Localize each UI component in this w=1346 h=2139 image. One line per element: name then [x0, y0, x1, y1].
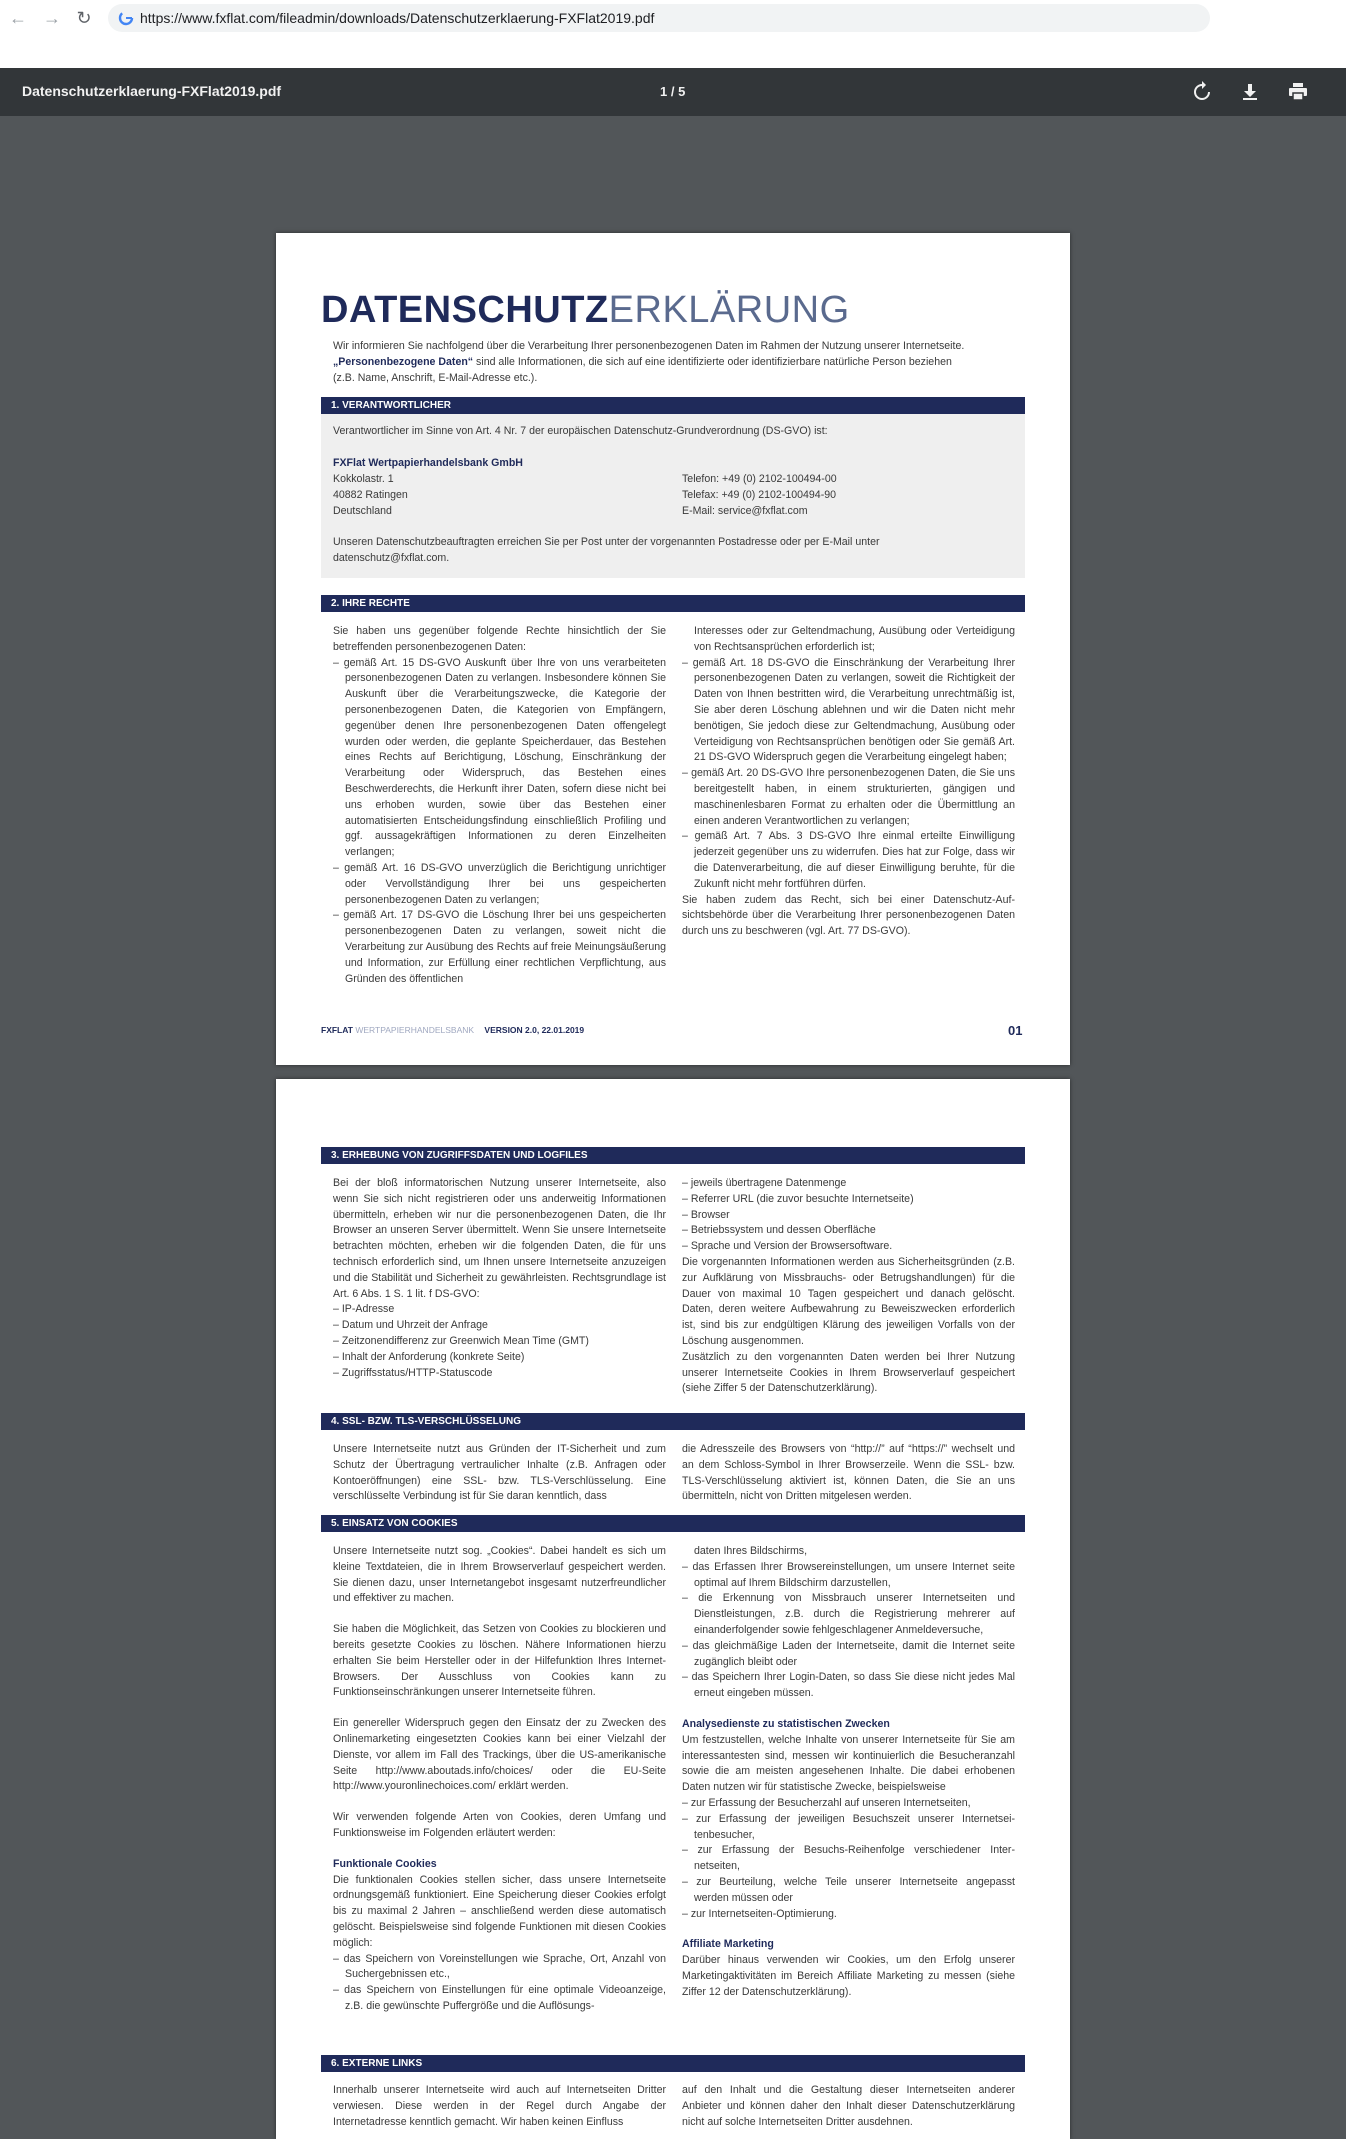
- address-bar[interactable]: [108, 4, 1210, 32]
- pdf-viewer-canvas[interactable]: [0, 116, 1346, 2128]
- intro-line: sind alle Informationen, die sich auf eine identifizierte oder identifizierbare natürliche Person beziehen: [473, 355, 952, 368]
- logfiles-item: – Browser: [682, 1208, 730, 1221]
- cookies-item: – zur Erfassung der Besuchs-Reihenfolge verschiedener Internetseiten,: [682, 1844, 1015, 1873]
- section-header-6: 6. EXTERNE LINKS: [321, 2055, 1025, 2072]
- logfiles-right-column: [682, 1176, 1015, 1397]
- logfiles-item: – Datum und Uhrzeit der Anfrage: [333, 1319, 488, 1332]
- analytics-heading: Analysedienste zu statistischen Zwecken: [682, 1717, 890, 1730]
- rights-right-column: [682, 624, 1015, 940]
- logfiles-text: Zusätzlich zu den vorgenannten Daten werden bei Ihrer Nutzung unserer Internetseite Cookies in Ihrem Browserverlauf gespeichert (siehe Ziffer 5 der Datenschutzerklärung).: [682, 1350, 1015, 1395]
- cookies-item: – zur Beurteilung, welche Teile unserer Internetseite angepasst werden müssen oder: [682, 1875, 1015, 1904]
- rotate-icon[interactable]: [1190, 80, 1214, 104]
- intro-paragraph: [333, 339, 1023, 386]
- rights-item: – gemäß Art. 16 DS-GVO unverzüglich die Berichtigung unrichtiger oder Vervollständigung Ihrer bei uns gespeicherten personenbezogenen Daten zu verlangen;: [333, 861, 666, 906]
- fax: Telefax: +49 (0) 2102-100494-90: [682, 489, 837, 501]
- cookies-text: Die funktionalen Cookies stellen sicher, dass unsere Internetseite ordnungsgemäß funktioniert. Eine Speicherung dieser Cookies erfolgt bis zu maximal 2 Jahren – anschließend werden diese automatisch gelöscht. Beispielsweise sind folgende Funktionen mit diesen Cookies möglich:: [333, 1873, 666, 1949]
- intro-line: (z.B. Name, Anschrift, E-Mail-Adresse etc.).: [333, 371, 538, 384]
- cookies-text: Wir verwenden folgende Arten von Cookies, deren Umfang und Funktionsweise im Folgenden erläutert werden:: [333, 1811, 666, 1839]
- address-country: Deutschland: [333, 505, 392, 517]
- email: E-Mail: service@fxflat.com: [682, 505, 808, 517]
- dpo-line: Unseren Datenschutzbeauftragten erreichen Sie per Post unter der vorgenannten Postadresse oder per E-Mail unter: [333, 536, 880, 548]
- cookies-item-cont: daten Ihres Bildschirms,: [694, 1545, 808, 1557]
- logfiles-item: – Betriebssystem und dessen Oberfläche: [682, 1224, 876, 1237]
- section-header-2: 2. IHRE RECHTE: [321, 595, 1025, 612]
- cookies-item: – das gleichmäßige Laden der Internetseite, damit die Internet seite zugänglich bleibt oder: [682, 1639, 1015, 1668]
- rights-text: Sie haben uns gegenüber folgende Rechte hinsichtlich der Sie betreffenden personenbezogenen Daten:: [333, 625, 666, 653]
- company-name: FXFlat Wertpapierhandelsbank GmbH: [333, 457, 523, 469]
- cookies-item: – das Speichern von Einstellungen für eine optimale Videoanzeige, z.B. die gewünschte Puffergröße und die Auflösungs-: [333, 1984, 666, 2012]
- footer-version: VERSION 2.0, 22.01.2019: [484, 1025, 585, 1035]
- rights-item: – gemäß Art. 7 Abs. 3 DS-GVO Ihre einmal erteilte Einwilligung jederzeit gegenüber uns zu widerrufen. Dies hat zur Folge, dass wir die Datenverarbeitung, die auf dieser Einwilligung beruhte, für die Zukunft nicht mehr fortführen dürfen.: [682, 830, 1015, 890]
- functional-cookies-heading: Funktionale Cookies: [333, 1857, 437, 1870]
- cookies-item: – die Erkennung von Missbrauch unserer Internetseiten und Dienstleistungen, z.B. durch die Registrierung mehrerer auf einanderfolgender sowie fehlgeschlagener Anmeldeversuche,: [682, 1592, 1015, 1636]
- back-arrow-icon[interactable]: ←: [9, 8, 27, 28]
- logfiles-item: – Referrer URL (die zuvor besuchte Internetseite): [682, 1192, 914, 1205]
- logfiles-item: – IP-Adresse: [333, 1303, 395, 1316]
- reload-icon[interactable]: ↻: [76, 8, 92, 28]
- ssl-left-text: Unsere Internetseite nutzt aus Gründen der IT-Sicherheit und zum Schutz der Übertragung vertraulicher Inhalte (z.B. Anfragen oder Kontoeröffnungen) eine SSL- bzw. TLS-Verschlüsselung. Eine verschlüsselte Verbindung ist für Sie daran kenntlich, dass: [333, 1443, 666, 1503]
- print-icon[interactable]: [1286, 80, 1310, 104]
- ssl-right-text: die Adresszeile des Browsers von “http://” auf “https://” wechselt und an dem Schloss-Symbol in Ihrer Browserzeile. Wenn die SSL- bzw. TLS-Verschlüsselung aktiviert ist, können Daten, die Sie an uns übermitteln, nicht von Dritten mitgelesen werden.: [682, 1443, 1015, 1503]
- external-links-right-text: auf den Inhalt und die Gestaltung dieser Internetseiten anderer Anbieter und können daher den Inhalt dieser Datenschutzerklärung nicht auf solche Internetseiten Dritter ausdehnen.: [682, 2084, 1015, 2128]
- pdf-page-2: [276, 1079, 1070, 2139]
- rights-item-cont: Interesses oder zur Geltendmachung, Ausübung oder Verteidigung von Rechtsansprüchen erforderlich ist;: [694, 625, 1015, 653]
- page-number: 01: [1008, 1023, 1023, 1038]
- logfiles-item: – Inhalt der Anforderung (konkrete Seite): [333, 1350, 525, 1363]
- logfiles-item: – Sprache und Version der Browsersoftware.: [682, 1240, 893, 1253]
- cookies-item: – das Erfassen Ihrer Browsereinstellungen, um unsere Internet seite optimal auf Ihrem Bildschirm darzustellen,: [682, 1560, 1015, 1589]
- controller-lead: Verantwortlicher im Sinne von Art. 4 Nr. 7 der europäischen Datenschutz-Grundverordnung (DS-GVO) ist:: [333, 425, 828, 437]
- google-icon: [118, 10, 134, 26]
- dpo-email: datenschutz@fxflat.com.: [333, 551, 450, 564]
- cookies-text: Unsere Internetseite nutzt sog. „Cookies“. Dabei handelt es sich um kleine Textdateien, die in Ihrem Browserverlauf gespeichert werden. Sie dienen dazu, unser Internetangebot insgesamt nutzerfreundlicher und effektiver zu machen.: [333, 1545, 666, 1605]
- intro-line: Wir informieren Sie nachfolgend über die Verarbeitung Ihrer personenbezogenen Daten im Rahmen der Nutzung unserer Internetseite.: [333, 340, 965, 352]
- dpo-text: [333, 535, 1015, 567]
- rights-item: – gemäß Art. 17 DS-GVO die Löschung Ihrer bei uns gespeicherten personenbezogenen Daten zu verlangen, soweit nicht die Verarbeitung zur Ausübung des Rechts auf freie Meinungsäußerung und Information, zur Erfüllung einer rechtlichen Verpflichtung, aus Gründen des öffentlichen: [333, 909, 666, 985]
- title-bold-part: DATENSCHUTZ: [321, 289, 609, 331]
- cookies-item: – zur Erfassung der Besucherzahl auf unseren Internetseiten,: [682, 1796, 971, 1809]
- download-icon[interactable]: [1238, 80, 1262, 104]
- pdf-page-1: [276, 233, 1070, 1065]
- cookies-text: Ein genereller Widerspruch gegen den Einsatz der zu Zwecken des Onlinemarketing eingesetzten Cookies kann bei einer Vielzahl der Dienste, vor allem im Fall des Trackings, über die US-amerikanische Seite http://www.aboutads.info/choices/ oder die EU-Seite http://www.youronlinechoices.com/ erklärt werden.: [333, 1717, 666, 1793]
- logfiles-item: – Zugriffsstatus/HTTP-Statuscode: [333, 1366, 493, 1379]
- logfiles-text: Die vorgenannten Informationen werden aus Sicherheitsgründen (z.B. zur Aufklärung von Missbrauchs- oder Betrugshandlungen) für die Dauer von maximal 10 Tagen gespeichert und danach gelöscht. Daten, deren weitere Aufbewahrung zu Beweiszwecken erforderlich ist, sind bis zur endgültigen Klärung des jeweiligen Vorfalls von der Löschung ausgenommen.: [682, 1255, 1015, 1347]
- rights-left-column: [333, 624, 666, 987]
- cookies-item: – das Speichern von Voreinstellungen wie Sprache, Ort, Anzahl von Suchergebnissen etc.,: [333, 1952, 666, 1981]
- phone: Telefon: +49 (0) 2102-100494-00: [682, 473, 837, 485]
- forward-arrow-icon[interactable]: →: [43, 8, 61, 28]
- cookies-left-column: [333, 1544, 666, 2015]
- cookies-item: – das Speichern Ihrer Login-Daten, so dass Sie diese nicht jedes Mal erneut eingeben müssen.: [682, 1671, 1015, 1700]
- address-city: 40882 Ratingen: [333, 489, 408, 501]
- url-text[interactable]: https://www.fxflat.com/fileadmin/downloads/Datenschutzerklaerung-FXFlat2019.pdf: [140, 10, 655, 26]
- address-street: Kokkolastr. 1: [333, 473, 394, 485]
- cookies-text: Darüber hinaus verwenden wir Cookies, um den Erfolg unserer Marketingaktivitäten im Bereich Affiliate Marketing zu messen (siehe Ziffer 12 der Datenschutzerklärung).: [682, 1954, 1015, 1998]
- rights-text: Sie haben zudem das Recht, sich bei einer Datenschutz-Aufsichtsbehörde über die Verarbeitung Ihrer personenbezogenen Daten durch uns zu beschweren (vgl. Art. 77 DS-GVO).: [682, 893, 1015, 938]
- footer-subbrand: WERTPAPIERHANDELSBANK: [355, 1025, 475, 1035]
- logfiles-left-column: [333, 1176, 666, 1381]
- cookies-item: – zur Internetseiten-Optimierung.: [682, 1907, 837, 1920]
- section-header-3: 3. ERHEBUNG VON ZUGRIFFSDATEN UND LOGFILES: [321, 1147, 1025, 1164]
- footer-brand: FXFLAT: [321, 1025, 353, 1035]
- cookies-text: Sie haben die Möglichkeit, das Setzen von Cookies zu blockieren und bereits gesetzte Cookies zu löschen. Nähere Informationen hierzu erhalten Sie beim Hersteller oder in der Hilfefunktion Ihres Internet-Browsers. Der Ausschluss von Cookies kann zu Funktionseinschränkungen unserer Internetseite führen.: [333, 1623, 666, 1699]
- document-title: [321, 289, 850, 332]
- rights-item: – gemäß Art. 20 DS-GVO Ihre personenbezogenen Daten, die Sie uns bereitgestellt haben, in einem strukturierten, gängigen und maschinenlesbaren Format zu erhalten oder die Übermittlung an einen anderen Verantwortlichen zu verlangen;: [682, 767, 1015, 827]
- rights-item: – gemäß Art. 18 DS-GVO die Einschränkung der Verarbeitung Ihrer personenbezogenen Daten zu verlangen, soweit die Richtigkeit der Daten von Ihnen bestritten wird, die Verarbeitung unrechtmäßig ist, Sie aber deren Löschung ablehnen und wir die Daten nicht mehr benötigen, Sie jedoch diese zur Geltendmachung, Ausübung oder Verteidigung von Rechtsansprüchen benötigen oder Sie gemäß Art. 21 DS-GVO Widerspruch gegen die Verarbeitung eingelegt haben;: [682, 656, 1015, 764]
- section-header-1: 1. VERANTWORTLICHER: [321, 397, 1025, 414]
- intro-bold-term: „Personenbezogene Daten“: [333, 355, 474, 368]
- section-header-5: 5. EINSATZ VON COOKIES: [321, 1515, 1025, 1532]
- controller-info-box: [321, 414, 1025, 578]
- page-indicator: 1 / 5: [660, 84, 686, 99]
- cookies-text: Um festzustellen, welche Inhalte von unserer Internetseite für Sie am interessantesten sind, messen wir kontinuierlich die Besucheranzahl sowie die am meisten angesehenen Inhalte. Die dabei erhobenen Daten nutzen wir für statistische Zwecke, beispielsweise: [682, 1733, 1015, 1794]
- rights-item: – gemäß Art. 15 DS-GVO Auskunft über Ihre von uns verarbeiteten personenbezogenen Daten zu verlangen. Insbesondere können Sie Auskunft über die Verarbeitungszwecke, die Kategorie der personenbezogenen Daten, die Kategorien von Empfängern, gegenüber denen Ihre personenbezogenen Daten offengelegt wurden oder werden, die geplante Speicherdauer, das Bestehen eines Rechts auf Berichtigung, Löschung, Einschränkung der Verarbeitung oder Widerspruch, das Bestehen eines Beschwerderechts, die Herkunft ihrer Daten, sofern diese nicht bei uns erhoben wurden, sowie über das Bestehen einer automatisierten Entscheidungsfindung einschließlich Profiling und ggf. aussagekräftigen Informationen zu deren Einzelheiten verlangen;: [333, 656, 666, 859]
- cookies-item: – zur Erfassung der jeweiligen Besuchszeit unserer Internetseitenbesucher,: [682, 1812, 1015, 1841]
- external-links-left-text: Innerhalb unserer Internetseite wird auch auf Internetseiten Dritter verwiesen. Diese werden in der Regel durch Angabe der Internetadresse kenntlich gemacht. Wir haben keinen Einfluss: [333, 2084, 666, 2128]
- title-light-part: ERKLÄRUNG: [608, 289, 850, 331]
- logfiles-item: – jeweils übertragene Datenmenge: [682, 1177, 847, 1189]
- logfiles-item: – Zeitzonendifferenz zur Greenwich Mean Time (GMT): [333, 1334, 589, 1347]
- section-header-4: 4. SSL- BZW. TLS-VERSCHLÜSSELUNG: [321, 1413, 1025, 1430]
- pdf-viewer-toolbar: [0, 68, 1346, 116]
- page-footer: [321, 1025, 584, 1035]
- cookies-right-column: [682, 1544, 1015, 2001]
- affiliate-heading: Affiliate Marketing: [682, 1938, 774, 1951]
- browser-toolbar: [0, 0, 1346, 68]
- pdf-filename: Datenschutzerklaerung-FXFlat2019.pdf: [22, 83, 282, 99]
- logfiles-text: Bei der bloß informatorischen Nutzung unserer Internetseite, also wenn Sie sich nicht registrieren oder uns anderweitig Informationen übermitteln, erheben wir nur die personenbezogenen Daten, die Ihr Browser an unseren Server übermittelt. Wenn Sie unsere Internetseite betrachten möchten, erheben wir die folgenden Daten, die für uns technisch erforderlich sind, um Ihnen unsere Internetseite anzuzeigen und die Stabilität und Sicherheit zu gewährleisten. Rechtsgrundlage ist Art. 6 Abs. 1 S. 1 lit. f DS-GVO:: [333, 1177, 666, 1300]
